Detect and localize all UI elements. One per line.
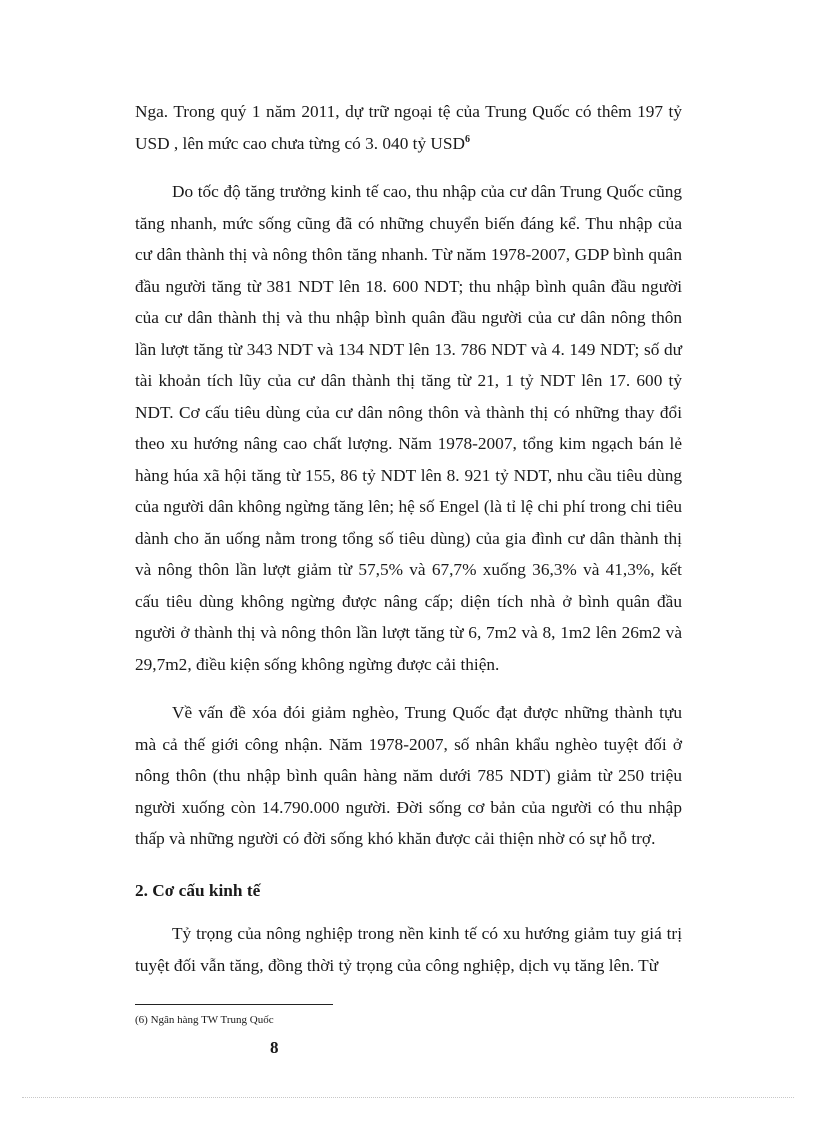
footnote-text: Ngân hàng TW Trung Quốc [150, 1014, 274, 1026]
paragraph-continuation [135, 96, 682, 159]
paragraph-income: Do tốc độ tăng trưởng kinh tế cao, thu nhập của cư dân Trung Quốc cũng tăng nhanh, mức sống cũng đã có những chuyển biến đáng kể. Thu nhập của cư dân thành thị và nông thôn tăng nhanh. Từ năm 1978-2007, GDP bình quân đầu người tăng từ 381 NDT lên 18. 600 NDT; thu nhập bình quân đầu người của cư dân thành thị và thu nhập bình quân đầu người của cư dân nông thôn lần lượt tăng từ 343 NDT và 134 NDT lên 13. 786 NDT và 4. 149 NDT; số dư tài khoản tích lũy của cư dân thành thị tăng từ 21, 1 tỷ NDT lên 17. 600 tỷ NDT. Cơ cấu tiêu dùng của cư dân nông thôn và thành thị có những thay đổi theo xu hướng nâng cao chất lượng. Năm 1978-2007, tổng kim ngạch bán lẻ hàng húa xã hội tăng từ 155, 86 tỷ NDT lên 8. 921 tỷ NDT, nhu cầu tiêu dùng của người dân không ngừng tăng lên; hệ số Engel (là tỉ lệ chi phí trong chi tiêu dành cho ăn uống nằm trong tổng số tiêu dùng) của gia đình cư dân thành thị và nông thôn lần lượt giảm từ 57,5% và 67,7% xuống 36,3% và 41,3%, kết cấu tiêu dùng không ngừng được nâng cấp; diện tích nhà ở bình quân đầu người ở thành thị và nông thôn lần lượt tăng từ 6, 7m2 và 8, 1m2 lên 26m2 và 29,7m2, điều kiện sống không ngừng được cải thiện. [135, 182, 682, 674]
paragraph-text: Nga. Trong quý 1 năm 2011, dự trữ ngoại tệ của Trung Quốc có thêm 197 tỷ USD , lên mức cao chưa từng có 3. 040 tỷ USD [135, 102, 682, 153]
page-number: 8 [270, 1038, 279, 1057]
paragraph-economic-structure: Tỷ trọng của nông nghiệp trong nền kinh tế có xu hướng giảm tuy giá trị tuyệt đối vẫn tăng, đồng thời tỷ trọng của công nghiệp, dịch vụ tăng lên. Từ [135, 924, 682, 975]
section-heading: 2. Cơ cấu kinh tế [135, 880, 261, 900]
paragraph-poverty: Về vấn đề xóa đói giảm nghèo, Trung Quốc đạt được những thành tựu mà cả thế giới công nhận. Năm 1978-2007, số nhân khẩu nghèo tuyệt đối ở nông thôn (thu nhập bình quân hàng năm dưới 785 NDT) giảm từ 250 triệu người xuống còn 14.790.000 người. Đời sống cơ bản của người có thu nhập thấp và những người có đời sống khó khăn được cải thiện nhờ có sự hỗ trợ. [135, 703, 682, 848]
footnote-reference[interactable]: 6 [465, 133, 470, 145]
footnote [135, 1013, 274, 1027]
page-content [135, 96, 682, 981]
footnote-marker: (6) [135, 1014, 148, 1026]
footnote-divider [135, 1004, 333, 1005]
page-bottom-divider [22, 1097, 794, 1098]
